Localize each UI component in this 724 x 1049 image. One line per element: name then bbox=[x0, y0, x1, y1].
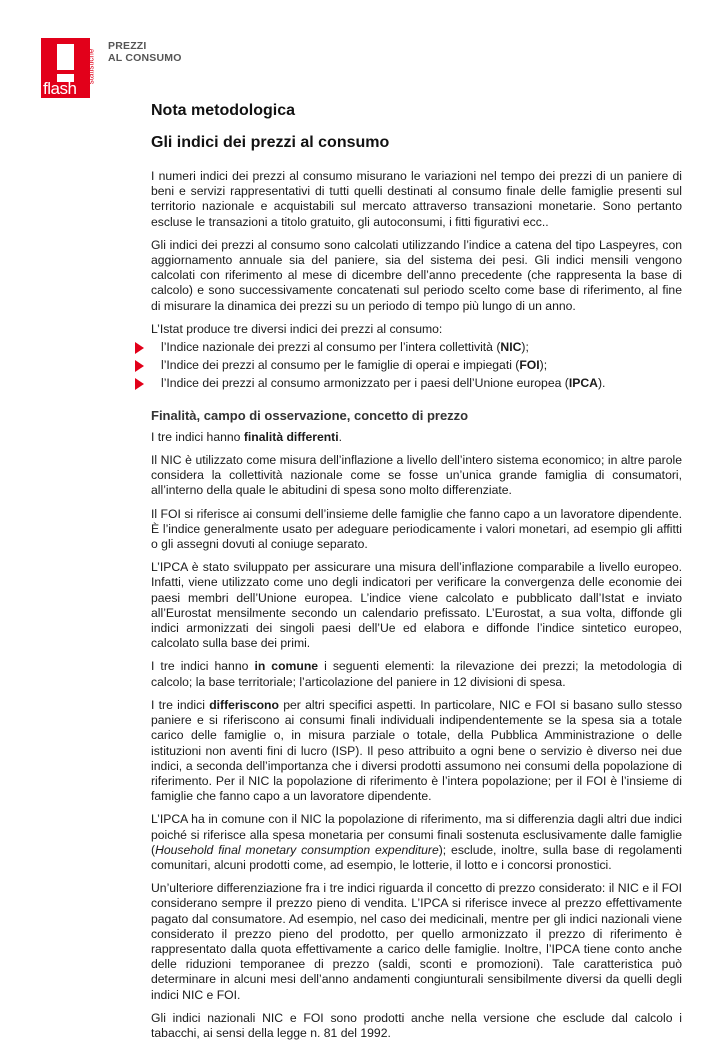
publication-title-line2: AL CONSUMO bbox=[108, 52, 182, 64]
list-item: l’Indice dei prezzi al consumo armonizzato per i paesi dell’Unione europea (IPCA). bbox=[151, 376, 682, 391]
paragraph-6: Il FOI si riferisce ai consumi dell’insieme delle famiglie che fanno capo a un lavoratore dipendente. È l’indice generalmente usato per adeguare periodicamente i valori monetari, ad esempio gli affitti o gli assegni dovuti al coniuge separato. bbox=[151, 506, 682, 552]
paragraph-4: I tre indici hanno finalità differenti. bbox=[151, 429, 343, 444]
paragraph-2: Gli indici dei prezzi al consumo sono calcolati utilizzando l’indice a catena del tipo Laspeyres, con aggiornamento annuale sia del paniere, sia del sistema dei pesi. Gli indici mensili vengono calcolati con riferimento al mese di dicembre dell’anno precedente (che rappresenta la base di calcolo) e sono successivamente concatenati sul periodo scelto come base di riferimento, al fine di misurare la dinamica dei prezzi su un periodo di tempo più lungo di un anno. bbox=[151, 237, 682, 313]
document-body bbox=[151, 169, 682, 1049]
paragraph-10: L’IPCA ha in comune con il NIC la popolazione di riferimento, ma si differenzia dagli altri due indici poiché si riferisce alla spesa monetaria per consumi finali sostenuta esclusivamente dalle famiglie (Household final monetary consumption expenditure); esclude, inoltre, sulla base di regolamenti comunitari, alcuni prodotti come, ad esempio, le lotterie, il lotto e i concorsi pronostici. bbox=[151, 812, 682, 872]
publication-title-line1: PREZZI bbox=[108, 40, 147, 52]
index-list bbox=[151, 340, 682, 392]
arrow-bullet-icon bbox=[135, 360, 144, 372]
exclamation-bar bbox=[57, 44, 74, 70]
flash-logo bbox=[41, 38, 90, 98]
paragraph-5: Il NIC è utilizzato come misura dell’inflazione a livello dell’intero sistema economico; in altre parole considera la collettività nazionale come se fosse un’unica grande famiglia di consumatori, all’interno della quale le abitudini di spesa sono molto differenziate. bbox=[151, 453, 682, 498]
paragraph-7: L’IPCA è stato sviluppato per assicurare una misura dell’inflazione comparabile a livello europeo. Infatti, viene utilizzato come uno degli indicatori per verificare la convergenza delle economie dei paesi membri dell’Unione europea. L’indice viene calcolato e pubblicato dall’Istat e inviato all’Eurostat mensilmente secondo un calendario prefissato. L’Eurostat, a sua volta, diffonde gli indici armonizzati dei singoli paesi dell’Ue ed elabora e diffonde l’indice sintetico europeo, calcolato sulla base dei primi. bbox=[151, 560, 682, 651]
paragraph-1: I numeri indici dei prezzi al consumo misurano le variazioni nel tempo dei prezzi di un paniere di beni e servizi rappresentativi di tutti quelli destinati al consumo finale delle famiglie presenti sul territorio nazionale e acquistabili sul mercato attraverso transazioni monetarie. Sono pertanto escluse le transazioni a titolo gratuito, gli autoconsumi, i fitti figurativi ecc.. bbox=[151, 169, 682, 229]
document-subtitle: Gli indici dei prezzi al consumo bbox=[151, 134, 390, 151]
logo-side-label: statistiche bbox=[86, 48, 96, 85]
arrow-bullet-icon bbox=[135, 378, 144, 390]
paragraph-8: I tre indici hanno in comune i seguenti elementi: la rilevazione dei prezzi; la metodologia di calcolo; la base territoriale; l’articolazione del paniere in 12 divisioni di spesa. bbox=[151, 659, 682, 689]
paragraph-12: Gli indici nazionali NIC e FOI sono prodotti anche nella versione che esclude dal calcolo i tabacchi, ai sensi della legge n. 81 del 1992. bbox=[151, 1010, 682, 1040]
arrow-bullet-icon bbox=[135, 342, 144, 354]
section-heading: Finalità, campo di osservazione, concetto di prezzo bbox=[151, 407, 469, 423]
publication-title bbox=[108, 40, 182, 64]
document-header bbox=[151, 100, 681, 154]
list-item: l’Indice dei prezzi al consumo per le famiglie di operai e impiegati (FOI); bbox=[151, 358, 682, 373]
paragraph-11: Un’ulteriore differenziazione fra i tre indici riguarda il concetto di prezzo considerato: il NIC e il FOI considerano sempre il prezzo pieno di vendita. L’IPCA si riferisce invece al prezzo effettivamente pagato dal consumatore. Ad esempio, nel caso dei medicinali, mentre per gli indici nazionali viene considerato il prezzo pieno del prodotto, per quello armonizzato il prezzo di riferimento è rappresentato dalla quota effettivamente a carico delle famiglie. Inoltre, l’IPCA tiene conto anche delle riduzioni temporanee di prezzo (saldi, sconti e promozioni). Tale caratteristica può determinare in alcuni mesi dell’anno andamenti congiunturali sensibilmente diversi da quelli degli indici NIC e FOI. bbox=[151, 881, 682, 1002]
paragraph-9: I tre indici differiscono per altri specifici aspetti. In particolare, NIC e FOI si basano sullo stesso paniere e si riferiscono ai consumi finali individuali indipendentemente se la spesa sia a totale carico delle famiglie o, in misura parziale o totale, della Pubblica Amministrazione o delle istituzioni non aventi fini di lucro (ISP). Il peso attribuito a ogni bene o servizio è diverso nei due indici, a seconda dell’importanza che i diversi prodotti assumono nei consumi della popolazione di riferimento. Per il NIC la popolazione di riferimento è l’intera popolazione; per il FOI è l’insieme di famiglie che fanno capo a un lavoratore dipendente. bbox=[151, 697, 682, 804]
document-title: Nota metodologica bbox=[151, 102, 296, 119]
paragraph-3: L’Istat produce tre diversi indici dei prezzi al consumo: bbox=[151, 321, 443, 336]
logo-text: flash bbox=[43, 79, 77, 98]
list-item: l’Indice nazionale dei prezzi al consumo per l’intera collettività (NIC); bbox=[151, 340, 682, 355]
